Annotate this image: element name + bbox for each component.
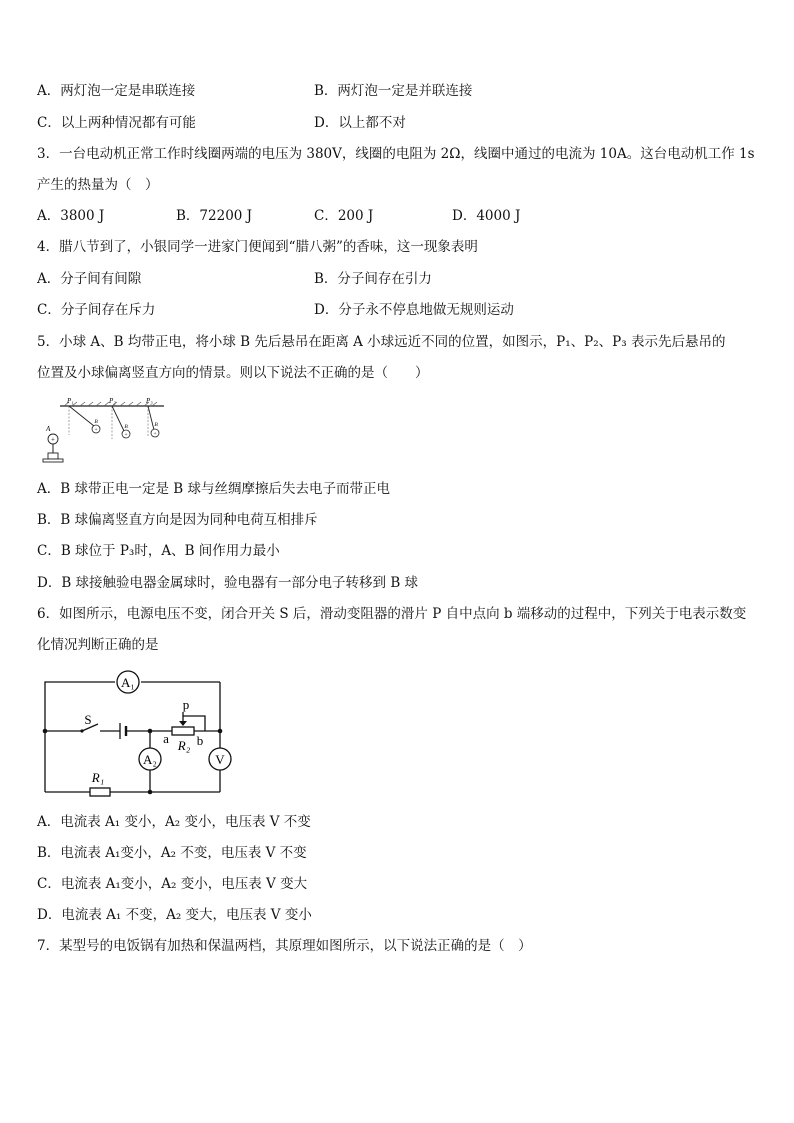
q6-option-b: B．电流表 A₁变小，A₂ 不变，电压表 V 不变 [37, 845, 307, 861]
q4-option-d: D．分子永不停息地做无规则运动 [314, 302, 514, 318]
q6-end-a-label: a [163, 731, 169, 746]
q5-p3-label: P₃ [146, 397, 153, 405]
q3-stem-line2: 产生的热量为（ ） [37, 177, 159, 193]
svg-text:+: + [51, 435, 55, 444]
q3-option-d: D．4000 J [452, 208, 521, 224]
q4-stem: 4．腊八节到了，小银同学一进家门便闻到“腊八粥”的香味，这一现象表明 [37, 239, 478, 255]
q6-circuit-figure [40, 668, 252, 804]
svg-text:+: + [94, 427, 98, 433]
q6-ammeter-a1-label: A₁ [121, 675, 135, 690]
q4-option-a: A．分子间有间隙 [37, 271, 142, 287]
q7-stem: 7．某型号的电饭锅有加热和保温两档，其原理如图所示，以下说法正确的是（ ） [37, 938, 532, 954]
q2-option-d: D．以上都不对 [314, 115, 406, 131]
q2-option-b: B．两灯泡一定是并联连接 [314, 83, 473, 99]
q6-option-d: D．电流表 A₁ 不变，A₂ 变大，电压表 V 变小 [37, 907, 312, 923]
q6-option-c: C．电流表 A₁变小，A₂ 变小，电压表 V 变大 [37, 876, 308, 892]
q3-option-a: A．3800 J [37, 208, 105, 224]
q3-stem-line1: 3．一台电动机正常工作时线圈两端的电压为 380V，线圈的电阻为 2Ω，线圈中通过的电流为 10A。这台电动机工作 1s [37, 146, 755, 162]
q2-option-a: A．两灯泡一定是串联连接 [37, 83, 196, 99]
q3-option-b: B．72200 J [176, 208, 253, 224]
q5-option-c: C．B 球位于 P₃时，A、B 间作用力最小 [37, 543, 280, 559]
q5-ball-b2-label: B [124, 424, 128, 430]
q5-stem-line1: 5．小球 A、B 均带正电，将小球 B 先后悬吊在距离 A 小球远近不同的位置，如图示，P₁、P₂、P₃ 表示先后悬吊的 [37, 334, 726, 350]
q6-r2-label: R₂ [177, 738, 191, 753]
q5-p2-label: P₂ [109, 397, 116, 405]
q5-p1-label: P₁ [67, 397, 74, 405]
q4-option-b: B．分子间存在引力 [314, 271, 432, 287]
q4-option-c: C．分子间存在斥力 [37, 302, 156, 318]
q6-slider-p-label: p [182, 697, 190, 712]
q6-ammeter-a2-label: A₂ [143, 752, 157, 767]
q2-option-c: C．以上两种情况都有可能 [37, 115, 196, 131]
q5-ball-a-label: A [46, 425, 51, 433]
q5-ball-b3-label: B [154, 422, 158, 428]
q6-option-a: A．电流表 A₁ 变小，A₂ 变小，电压表 V 不变 [37, 814, 311, 830]
q5-figure [36, 395, 176, 467]
svg-text:+: + [153, 431, 157, 437]
q6-switch-label: S [84, 712, 92, 727]
q6-stem-line2: 化情况判断正确的是 [37, 637, 159, 653]
q5-option-d: D．B 球接触验电器金属球时，验电器有一部分电子转移到 B 球 [37, 575, 419, 591]
q6-stem-line1: 6．如图所示，电源电压不变，闭合开关 S 后，滑动变阻器的滑片 P 自中点向 b 端移动的过程中，下列关于电表示数变 [37, 606, 747, 622]
svg-text:+: + [124, 432, 128, 438]
q6-voltmeter-label: V [215, 752, 225, 767]
q5-option-a: A．B 球带正电一定是 B 球与丝绸摩擦后失去电子而带正电 [37, 481, 390, 497]
q5-option-b: B．B 球偏离竖直方向是因为同种电荷互相排斥 [37, 512, 318, 528]
q5-ball-b1-label: B [94, 419, 98, 425]
q6-r1-label: R₁ [91, 770, 105, 785]
q6-end-b-label: b [196, 733, 204, 748]
q3-option-c: C．200 J [314, 208, 374, 224]
q5-stem-line2: 位置及小球偏离竖直方向的情景。则以下说法不正确的是（ ） [37, 365, 429, 381]
